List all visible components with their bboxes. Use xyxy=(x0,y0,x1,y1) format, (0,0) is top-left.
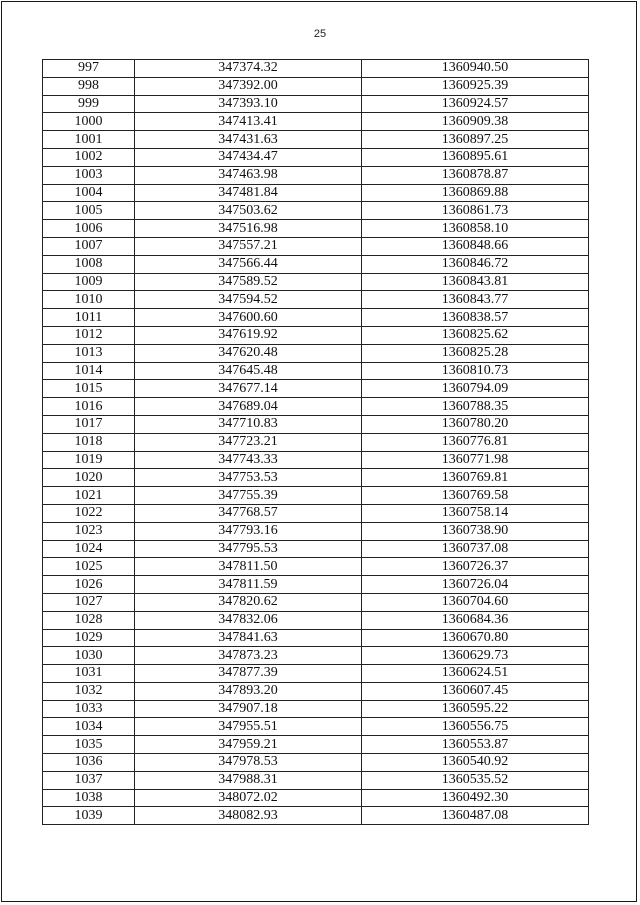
table-row xyxy=(43,433,589,451)
y-coordinate-cell: 1360788.35 xyxy=(362,398,589,416)
point-number-cell: 1025 xyxy=(43,558,135,576)
x-coordinate-cell: 347873.23 xyxy=(135,647,362,665)
table-row xyxy=(43,309,589,327)
point-number-cell: 1009 xyxy=(43,273,135,291)
x-coordinate-cell: 347978.53 xyxy=(135,754,362,772)
point-number-cell: 1029 xyxy=(43,629,135,647)
x-coordinate-cell: 347893.20 xyxy=(135,682,362,700)
point-number-cell: 1034 xyxy=(43,718,135,736)
x-coordinate-cell: 347503.62 xyxy=(135,202,362,220)
x-coordinate-cell: 347793.16 xyxy=(135,522,362,540)
table-row xyxy=(43,522,589,540)
table-row xyxy=(43,540,589,558)
x-coordinate-cell: 347566.44 xyxy=(135,255,362,273)
x-coordinate-cell: 347841.63 xyxy=(135,629,362,647)
x-coordinate-cell: 347645.48 xyxy=(135,362,362,380)
x-coordinate-cell: 347755.39 xyxy=(135,487,362,505)
point-number-cell: 1015 xyxy=(43,380,135,398)
point-number-cell: 1017 xyxy=(43,415,135,433)
point-number-cell: 1011 xyxy=(43,309,135,327)
point-number-cell: 1016 xyxy=(43,398,135,416)
table-row xyxy=(43,220,589,238)
x-coordinate-cell: 347600.60 xyxy=(135,309,362,327)
table-row xyxy=(43,255,589,273)
table-row xyxy=(43,291,589,309)
y-coordinate-cell: 1360776.81 xyxy=(362,433,589,451)
x-coordinate-cell: 347832.06 xyxy=(135,611,362,629)
x-coordinate-cell: 347589.52 xyxy=(135,273,362,291)
table-row xyxy=(43,166,589,184)
y-coordinate-cell: 1360769.58 xyxy=(362,487,589,505)
x-coordinate-cell: 348072.02 xyxy=(135,789,362,807)
y-coordinate-cell: 1360726.04 xyxy=(362,576,589,594)
y-coordinate-cell: 1360843.81 xyxy=(362,273,589,291)
x-coordinate-cell: 347392.00 xyxy=(135,77,362,95)
y-coordinate-cell: 1360771.98 xyxy=(362,451,589,469)
point-number-cell: 1032 xyxy=(43,682,135,700)
y-coordinate-cell: 1360858.10 xyxy=(362,220,589,238)
table-row xyxy=(43,647,589,665)
point-number-cell: 1033 xyxy=(43,700,135,718)
x-coordinate-cell: 347959.21 xyxy=(135,736,362,754)
y-coordinate-cell: 1360540.92 xyxy=(362,754,589,772)
x-coordinate-cell: 347677.14 xyxy=(135,380,362,398)
x-coordinate-cell: 347710.83 xyxy=(135,415,362,433)
x-coordinate-cell: 347393.10 xyxy=(135,95,362,113)
y-coordinate-cell: 1360925.39 xyxy=(362,77,589,95)
point-number-cell: 1013 xyxy=(43,344,135,362)
table-row xyxy=(43,131,589,149)
y-coordinate-cell: 1360909.38 xyxy=(362,113,589,131)
x-coordinate-cell: 347557.21 xyxy=(135,237,362,255)
table-row xyxy=(43,362,589,380)
y-coordinate-cell: 1360670.80 xyxy=(362,629,589,647)
x-coordinate-cell: 347516.98 xyxy=(135,220,362,238)
y-coordinate-cell: 1360704.60 xyxy=(362,593,589,611)
point-number-cell: 1031 xyxy=(43,665,135,683)
y-coordinate-cell: 1360825.28 xyxy=(362,344,589,362)
x-coordinate-cell: 347811.59 xyxy=(135,576,362,594)
point-number-cell: 1004 xyxy=(43,184,135,202)
point-number-cell: 1014 xyxy=(43,362,135,380)
y-coordinate-cell: 1360924.57 xyxy=(362,95,589,113)
point-number-cell: 998 xyxy=(43,77,135,95)
y-coordinate-cell: 1360535.52 xyxy=(362,771,589,789)
y-coordinate-cell: 1360838.57 xyxy=(362,309,589,327)
point-number-cell: 1002 xyxy=(43,148,135,166)
point-number-cell: 997 xyxy=(43,60,135,78)
x-coordinate-cell: 347988.31 xyxy=(135,771,362,789)
table-row xyxy=(43,380,589,398)
table-row xyxy=(43,415,589,433)
y-coordinate-cell: 1360624.51 xyxy=(362,665,589,683)
x-coordinate-cell: 347431.63 xyxy=(135,131,362,149)
x-coordinate-cell: 347795.53 xyxy=(135,540,362,558)
x-coordinate-cell: 347753.53 xyxy=(135,469,362,487)
table-row xyxy=(43,789,589,807)
point-number-cell: 1007 xyxy=(43,237,135,255)
table-row xyxy=(43,754,589,772)
x-coordinate-cell: 347434.47 xyxy=(135,148,362,166)
table-row xyxy=(43,629,589,647)
point-number-cell: 1001 xyxy=(43,131,135,149)
point-number-cell: 1027 xyxy=(43,593,135,611)
x-coordinate-cell: 347877.39 xyxy=(135,665,362,683)
table-row xyxy=(43,611,589,629)
y-coordinate-cell: 1360553.87 xyxy=(362,736,589,754)
y-coordinate-cell: 1360684.36 xyxy=(362,611,589,629)
table-row xyxy=(43,77,589,95)
table-row xyxy=(43,807,589,825)
y-coordinate-cell: 1360758.14 xyxy=(362,504,589,522)
y-coordinate-cell: 1360629.73 xyxy=(362,647,589,665)
table-row xyxy=(43,469,589,487)
point-number-cell: 1022 xyxy=(43,504,135,522)
y-coordinate-cell: 1360940.50 xyxy=(362,60,589,78)
point-number-cell: 1036 xyxy=(43,754,135,772)
x-coordinate-cell: 347811.50 xyxy=(135,558,362,576)
x-coordinate-cell: 347820.62 xyxy=(135,593,362,611)
point-number-cell: 1039 xyxy=(43,807,135,825)
y-coordinate-cell: 1360825.62 xyxy=(362,326,589,344)
table-row xyxy=(43,273,589,291)
table-row xyxy=(43,665,589,683)
table-row xyxy=(43,326,589,344)
x-coordinate-cell: 347768.57 xyxy=(135,504,362,522)
x-coordinate-cell: 347481.84 xyxy=(135,184,362,202)
y-coordinate-cell: 1360487.08 xyxy=(362,807,589,825)
table-row xyxy=(43,237,589,255)
table-row xyxy=(43,398,589,416)
x-coordinate-cell: 347463.98 xyxy=(135,166,362,184)
point-number-cell: 1019 xyxy=(43,451,135,469)
point-number-cell: 1000 xyxy=(43,113,135,131)
point-number-cell: 999 xyxy=(43,95,135,113)
x-coordinate-cell: 347594.52 xyxy=(135,291,362,309)
y-coordinate-cell: 1360897.25 xyxy=(362,131,589,149)
point-number-cell: 1012 xyxy=(43,326,135,344)
point-number-cell: 1005 xyxy=(43,202,135,220)
table-row xyxy=(43,700,589,718)
point-number-cell: 1028 xyxy=(43,611,135,629)
y-coordinate-cell: 1360794.09 xyxy=(362,380,589,398)
x-coordinate-cell: 348082.93 xyxy=(135,807,362,825)
table-row xyxy=(43,184,589,202)
x-coordinate-cell: 347413.41 xyxy=(135,113,362,131)
coordinates-table xyxy=(42,59,589,825)
y-coordinate-cell: 1360810.73 xyxy=(362,362,589,380)
point-number-cell: 1003 xyxy=(43,166,135,184)
y-coordinate-cell: 1360607.45 xyxy=(362,682,589,700)
page-number: 25 xyxy=(313,28,327,40)
point-number-cell: 1020 xyxy=(43,469,135,487)
table-row xyxy=(43,60,589,78)
y-coordinate-cell: 1360843.77 xyxy=(362,291,589,309)
table-row xyxy=(43,558,589,576)
table-row xyxy=(43,771,589,789)
table-row xyxy=(43,593,589,611)
x-coordinate-cell: 347620.48 xyxy=(135,344,362,362)
table-row xyxy=(43,682,589,700)
x-coordinate-cell: 347907.18 xyxy=(135,700,362,718)
table-row xyxy=(43,148,589,166)
x-coordinate-cell: 347619.92 xyxy=(135,326,362,344)
table-row xyxy=(43,576,589,594)
x-coordinate-cell: 347723.21 xyxy=(135,433,362,451)
table-row xyxy=(43,504,589,522)
point-number-cell: 1008 xyxy=(43,255,135,273)
point-number-cell: 1018 xyxy=(43,433,135,451)
x-coordinate-cell: 347743.33 xyxy=(135,451,362,469)
coordinates-table-body xyxy=(43,60,589,825)
point-number-cell: 1037 xyxy=(43,771,135,789)
y-coordinate-cell: 1360738.90 xyxy=(362,522,589,540)
x-coordinate-cell: 347955.51 xyxy=(135,718,362,736)
point-number-cell: 1010 xyxy=(43,291,135,309)
point-number-cell: 1023 xyxy=(43,522,135,540)
point-number-cell: 1038 xyxy=(43,789,135,807)
y-coordinate-cell: 1360769.81 xyxy=(362,469,589,487)
point-number-cell: 1021 xyxy=(43,487,135,505)
table-row xyxy=(43,487,589,505)
table-row xyxy=(43,344,589,362)
point-number-cell: 1035 xyxy=(43,736,135,754)
table-row xyxy=(43,736,589,754)
table-row xyxy=(43,718,589,736)
table-row xyxy=(43,113,589,131)
y-coordinate-cell: 1360869.88 xyxy=(362,184,589,202)
table-row xyxy=(43,451,589,469)
y-coordinate-cell: 1360492.30 xyxy=(362,789,589,807)
point-number-cell: 1026 xyxy=(43,576,135,594)
y-coordinate-cell: 1360861.73 xyxy=(362,202,589,220)
y-coordinate-cell: 1360556.75 xyxy=(362,718,589,736)
x-coordinate-cell: 347689.04 xyxy=(135,398,362,416)
point-number-cell: 1024 xyxy=(43,540,135,558)
table-row xyxy=(43,95,589,113)
y-coordinate-cell: 1360846.72 xyxy=(362,255,589,273)
y-coordinate-cell: 1360878.87 xyxy=(362,166,589,184)
table-row xyxy=(43,202,589,220)
point-number-cell: 1030 xyxy=(43,647,135,665)
point-number-cell: 1006 xyxy=(43,220,135,238)
x-coordinate-cell: 347374.32 xyxy=(135,60,362,78)
y-coordinate-cell: 1360726.37 xyxy=(362,558,589,576)
y-coordinate-cell: 1360780.20 xyxy=(362,415,589,433)
y-coordinate-cell: 1360895.61 xyxy=(362,148,589,166)
y-coordinate-cell: 1360848.66 xyxy=(362,237,589,255)
y-coordinate-cell: 1360595.22 xyxy=(362,700,589,718)
y-coordinate-cell: 1360737.08 xyxy=(362,540,589,558)
